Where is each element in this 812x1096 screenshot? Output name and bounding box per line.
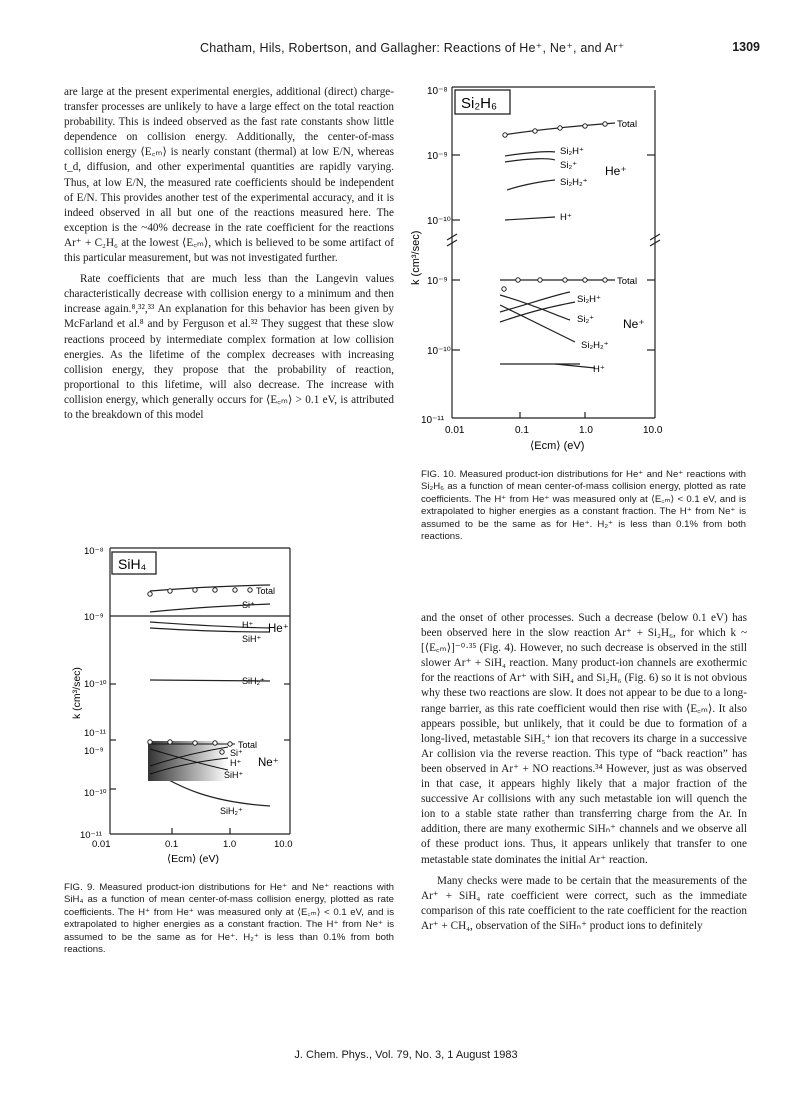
series-label: Si⁺ bbox=[242, 600, 255, 610]
ion-label: Ne⁺ bbox=[258, 757, 279, 769]
series-label: Total bbox=[256, 586, 276, 596]
y-axis-label: k (cm³/sec) bbox=[410, 230, 422, 285]
series-label: Si₂⁺ bbox=[560, 160, 578, 171]
series-label: H⁺ bbox=[560, 212, 572, 223]
series-label: Total bbox=[238, 740, 258, 750]
series-label: H⁺ bbox=[593, 364, 605, 375]
x-tick: 0.01 bbox=[445, 425, 465, 436]
x-axis-label: ⟨Ecm⟩ (eV) bbox=[167, 853, 219, 864]
page-number: 1309 bbox=[732, 40, 760, 54]
series-label: SiH₂⁺ bbox=[242, 676, 265, 686]
series-label: Si₂H⁺ bbox=[560, 146, 585, 157]
y-tick: 10⁻⁹ bbox=[84, 746, 104, 757]
y-tick: 10⁻¹¹ bbox=[421, 415, 445, 426]
paragraph: and the onset of other processes. Such a decrease (below 0.1 eV) has been observed here in the slow reaction Ar⁺ + Si₂H₆, for which k ~ [⟨E꜀ₘ⟩]⁻⁰·³⁵ (Fig. 4). However, no such decrease is observed in the still slower Ar⁺ + SiH₄ reaction. Many product-ion channels are exothermic for the reactions of Ar⁺ with SiH₄ and Si₂H₆ (Fig. 6) so it is not obvious why these two reactions are slow. It does not appear to be due to a long-range barrier, as this rate coefficient would then rise with ⟨E꜀ₘ⟩. It also appears possible, but unlikely, that it could be due to formation of a long-lived, metastable SiH₅⁺ ion that recovers its charge in a successive Ar collision via the reverse reaction. This type of “back reaction” has been observed in Ar⁺ + NO reactions.³⁴ However, just as was observed in that case, it appears highly likely that a major fraction of the successive Ar collisions with any such metastable ion will quench the ion to a stable state rather than transferring charge from the Ar. In addition, there are many exothermic SiHₙ⁺ channels and we observe all of these product ions. Thus, it appears unlikely that transfer to one metastable state dominates the initial Ar⁺ reaction. bbox=[421, 612, 747, 866]
y-tick: 10⁻¹⁰ bbox=[84, 788, 107, 799]
x-axis-label: ⟨Ecm⟩ (eV) bbox=[530, 440, 585, 452]
ion-label: Ne⁺ bbox=[623, 317, 645, 331]
y-tick: 10⁻¹¹ bbox=[80, 830, 102, 841]
paragraph: Rate coefficients that are much less than the Langevin values characteristically decrease with collision energy to a minimum and then increase again.⁸,³²,³³ An explanation for this behavior has been given by McFarland et al.⁸ and by Ferguson et al.³² They suggest that these slow reactions proceed by intermediate complex formation at low collision energies. As the lifetime of the complex decreases with increasing collision energy, they propose that the probability of reaction, proportional to this lifetime, will also decrease. The increase with collision energy, which generally occurs for ⟨E꜀ₘ⟩ > 0.1 eV, is attributed to the breakdown of this model bbox=[64, 273, 394, 421]
y-tick: 10⁻⁹ bbox=[427, 276, 448, 287]
x-tick: 0.01 bbox=[92, 839, 111, 850]
figure-9-caption: FIG. 9. Measured product-ion distributions for He⁺ and Ne⁺ reactions with SiH₄ as a function of mean center-of-mass collision energy, plotted as rate coefficients. The H⁺ from He⁺ was measured only at ⟨E꜀ₘ⟩ < 0.1 eV, and is extrapolated to higher energies as a constant fraction. The H⁺ from Ne⁺ is assumed to be the same as for He⁺. H₂⁺ is less than 0.1% from both reactions. bbox=[64, 882, 394, 956]
left-column-text bbox=[64, 85, 394, 423]
compound-label: SiH₄ bbox=[118, 556, 147, 572]
series-label: Total bbox=[617, 119, 638, 130]
figure-10-caption: FIG. 10. Measured product-ion distributions for He⁺ and Ne⁺ reactions with Si₂H₆ as a function of mean center-of-mass collision energy, plotted as rate coefficients. The H⁺ from He⁺ was measured only at ⟨E꜀ₘ⟩ < 0.1 eV, and is extrapolated to higher energies as a constant fraction. The H⁺ from Ne⁺ is assumed to be the same as for He⁺. H₂⁺ is less than 0.1% from both reactions. bbox=[421, 469, 746, 543]
paragraph: Many checks were made to be certain that the measurements of the Ar⁺ + SiH₄ rate coefficient were correct, such as the immediate comparison of this rate coefficient to the rate coefficient for the reaction Ar⁺ + CH₄, observation of the SiHₙ⁺ product ions to definitely bbox=[421, 874, 747, 932]
series-label: Si₂H₂⁺ bbox=[581, 340, 609, 351]
paragraph: are large at the present experimental energies, additional (direct) charge-transfer processes are unlikely to have a large effect on the total reaction probability. This is indeed observed as the fast rate constants show little dependence on collision energy. Additionally, the center-of-mass collision energy ⟨E꜀ₘ⟩ is nearly constant (thermal) at low E/N, whereas t_d, diffusion, and other experimental quantities are rapidly varying. Thus, at low E/N, the measured rate coefficients should be independent of E/N. This provides another test of the experimental accuracy, and it is indeed observed in all but one of the reactions measured here. The exception is the ~40% decrease in the rate coefficient for the reactions Ar⁺ + C₂H₆ at the lowest ⟨E꜀ₘ⟩, which is believed to be some artifact of this particular measurement, but was not investigated further. bbox=[64, 86, 394, 265]
x-tick: 10.0 bbox=[274, 839, 293, 850]
y-tick: 10⁻¹¹ bbox=[84, 728, 106, 739]
figure-10-chart bbox=[405, 80, 680, 455]
y-tick: 10⁻⁹ bbox=[84, 612, 104, 623]
y-tick: 10⁻⁹ bbox=[427, 151, 448, 162]
x-tick: 10.0 bbox=[643, 425, 663, 436]
series-label: SiH₂⁺ bbox=[220, 806, 243, 816]
ion-label: He⁺ bbox=[268, 623, 289, 635]
series-label: Si⁺ bbox=[230, 748, 243, 758]
series-label: H⁺ bbox=[230, 758, 242, 768]
y-tick: 10⁻⁸ bbox=[84, 546, 104, 557]
series-label: Si₂⁺ bbox=[577, 314, 595, 325]
compound-label: Si₂H₆ bbox=[461, 95, 498, 112]
series-label: Si₂H₂⁺ bbox=[560, 177, 588, 188]
x-tick: 0.1 bbox=[515, 425, 529, 436]
header-title: Chatham, Hils, Robertson, and Gallagher: Reactions of He⁺, Ne⁺, and Ar⁺ bbox=[200, 41, 625, 55]
y-tick: 10⁻⁸ bbox=[427, 86, 448, 97]
y-tick: 10⁻¹⁰ bbox=[84, 679, 107, 690]
ion-label: He⁺ bbox=[605, 164, 627, 178]
y-tick: 10⁻¹⁰ bbox=[427, 346, 451, 357]
figure-9-chart bbox=[70, 544, 295, 864]
series-label: H⁺ bbox=[242, 620, 254, 630]
x-tick: 1.0 bbox=[223, 839, 237, 850]
running-header bbox=[0, 40, 812, 56]
series-label: SiH⁺ bbox=[224, 770, 244, 780]
series-label: Si₂H⁺ bbox=[577, 294, 602, 305]
right-column-text bbox=[421, 611, 747, 934]
shaded-region bbox=[148, 741, 228, 781]
series-label: Total bbox=[617, 276, 638, 287]
y-tick: 10⁻¹⁰ bbox=[427, 216, 451, 227]
x-tick: 1.0 bbox=[579, 425, 593, 436]
series-label: SiH⁺ bbox=[242, 634, 262, 644]
journal-footer: J. Chem. Phys., Vol. 79, No. 3, 1 August 1983 bbox=[294, 1049, 518, 1061]
x-tick: 0.1 bbox=[165, 839, 179, 850]
y-axis-label: k (cm³/sec) bbox=[71, 667, 83, 719]
